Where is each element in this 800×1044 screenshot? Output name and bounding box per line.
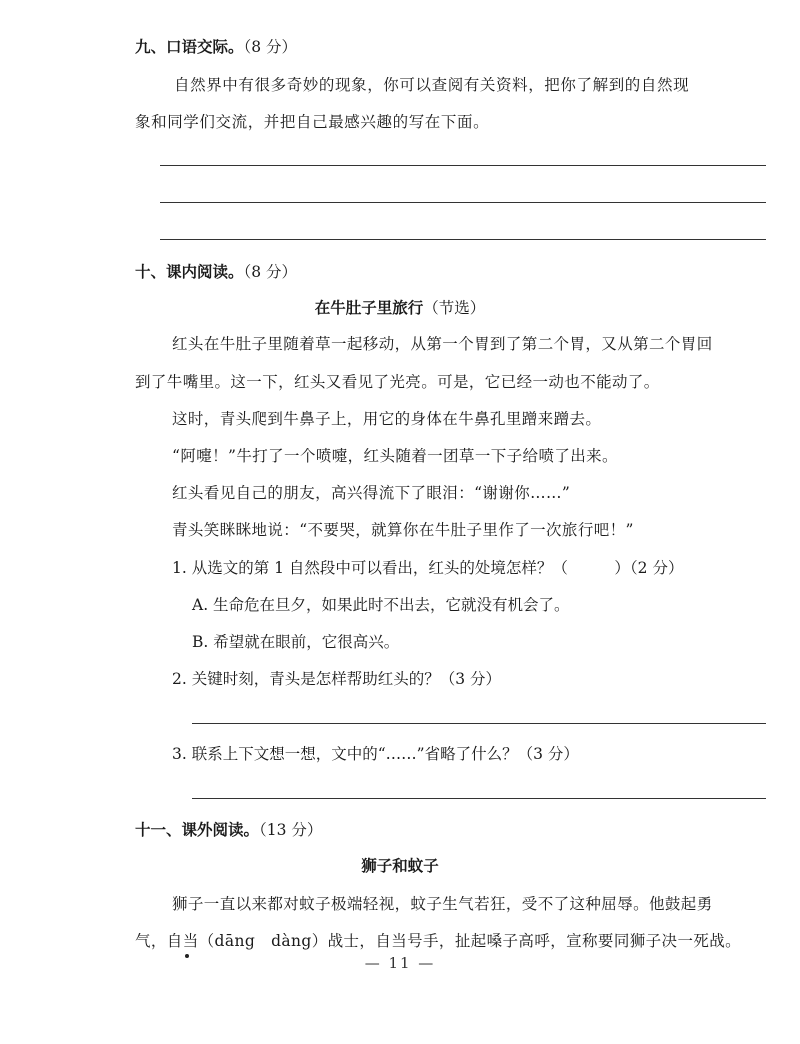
passage-para-5: 青头笑眯眯地说：“不要哭，就算你在牛肚子里作了一次旅行吧！” [172, 521, 634, 539]
answer-line[interactable] [160, 202, 766, 203]
answer-line[interactable] [192, 723, 766, 724]
question-1-option-b: B. 希望就在眼前，它很高兴。 [192, 633, 400, 651]
section-11-heading [135, 818, 322, 840]
section-11-heading-text: 十一、课外阅读。 [135, 821, 260, 839]
question-2: 2. 关键时刻，青头是怎样帮助红头的？（3 分） [172, 670, 502, 688]
passage-title-sub: （节选） [423, 299, 486, 317]
section-9-heading-text: 九、口语交际。 [135, 38, 244, 56]
section-9-para-line-1: 自然界中有很多奇妙的现象，你可以查阅有关资料，把你了解到的自然现 [174, 76, 690, 94]
section-9-heading [135, 35, 297, 57]
passage-para-4: 红头看见自己的朋友，高兴得流下了眼泪：“谢谢你……” [172, 484, 571, 502]
question-3: 3. 联系上下文想一想，文中的“……”省略了什么？（3 分） [172, 745, 579, 763]
question-1: 1. 从选文的第 1 自然段中可以看出，红头的处境怎样？（ ）（2 分） [172, 559, 684, 577]
answer-line[interactable] [160, 165, 766, 166]
passage-2-para-1-line-1: 狮子一直以来都对蚊子极端轻视，蚊子生气若狂，受不了这种屈辱。他鼓起勇 [172, 895, 713, 913]
question-1-option-a: A. 生命危在旦夕，如果此时不出去，它就没有机会了。 [192, 596, 570, 614]
section-11-score: （13 分） [259, 821, 323, 839]
passage-para-1-line-1: 红头在牛肚子里随着草一起移动，从第一个胃到了第二个胃，又从第二个胃回 [172, 335, 713, 353]
answer-line[interactable] [192, 798, 766, 799]
passage-title [0, 296, 800, 318]
answer-line[interactable] [160, 239, 766, 240]
passage-para-3: “阿嚏！”牛打了一个喷嚏，红头随着一团草一下子给喷了出来。 [172, 447, 618, 465]
section-10-score: （8 分） [243, 263, 298, 281]
section-10-heading-text: 十、课内阅读。 [135, 263, 244, 281]
passage-para-1-line-2: 到了牛嘴里。这一下，红头又看见了光亮。可是，它已经一动也不能动了。 [135, 373, 660, 391]
passage-title-text: 在牛肚子里旅行 [314, 299, 424, 317]
passage-2-para-1-line-2: 气，自当（dāng dàng）战士，自当号手，扯起嗓子高呼，宣称要同狮子决一死战。 [135, 932, 742, 950]
passage-para-2: 这时，青头爬到牛鼻子上，用它的身体在牛鼻孔里蹭来蹭去。 [172, 410, 602, 428]
section-9-para-line-2: 象和同学们交流，并把自己最感兴趣的写在下面。 [135, 113, 490, 131]
passage-title: 狮子和蚊子 [361, 857, 439, 875]
section-9-score: （8 分） [243, 38, 298, 56]
section-10-heading [135, 260, 297, 282]
page-number: — 11 — [364, 954, 436, 972]
